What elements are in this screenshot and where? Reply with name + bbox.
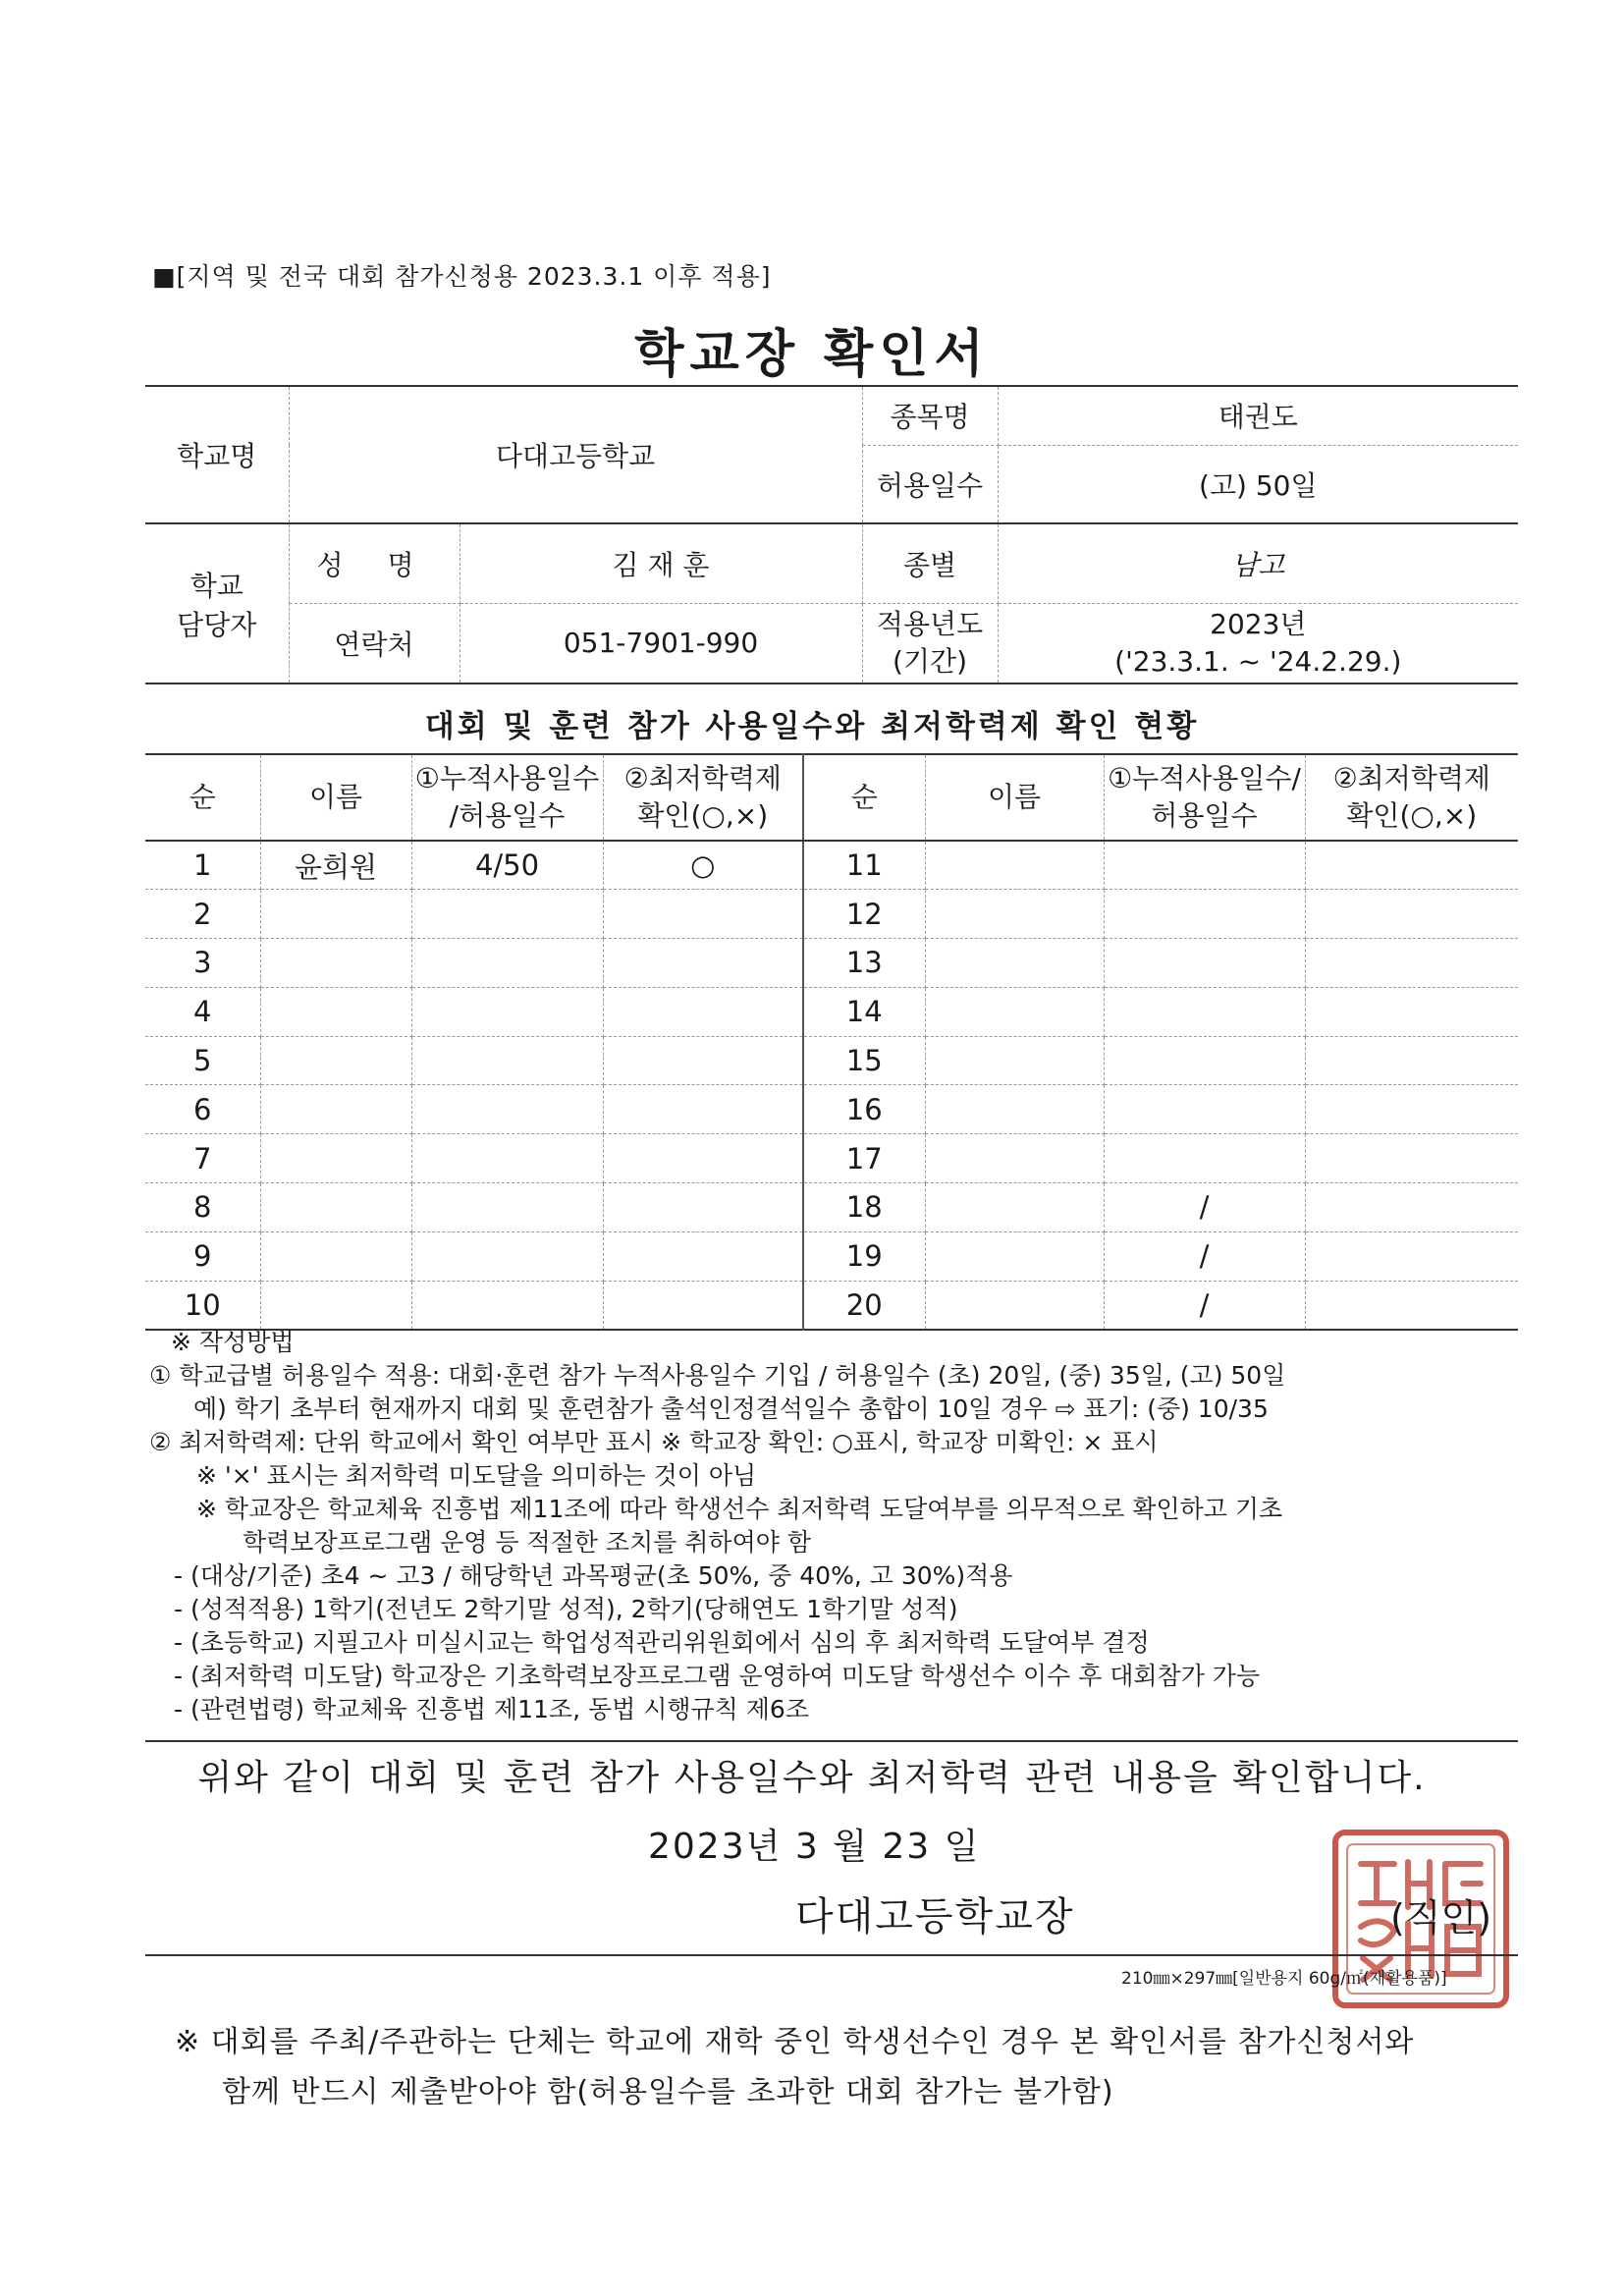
cell-days-left	[411, 1231, 603, 1281]
cell-name-right	[925, 890, 1104, 939]
cell-no-right: 19	[803, 1231, 925, 1281]
instr-line-8: - (성적적용) 1학기(전년도 2학기말 성적), 2학기(당해연도 1학기말 성적)	[174, 1595, 958, 1623]
table-row	[145, 1134, 1518, 1183]
cell-check-right	[1305, 1134, 1518, 1183]
cell-days-left	[411, 1036, 603, 1085]
form-header-note: ■[지역 및 전국 대회 참가신청용 2023.3.1 이후 적용]	[152, 262, 772, 291]
cell-no-left: 3	[145, 939, 260, 988]
instr-line-4: ※ '×' 표시는 최저학력 미도달을 의미하는 것이 아님	[196, 1461, 757, 1490]
cell-days-right: /	[1104, 1231, 1305, 1281]
cell-days-right	[1104, 890, 1305, 939]
cell-no-right: 17	[803, 1134, 925, 1183]
instr-line-2: 예) 학기 초부터 현재까지 대회 및 훈련참가 출석인정결석일수 총합이 10일 경우 ⇨ 표기: (중) 10/35	[193, 1394, 1269, 1423]
cell-check-left	[603, 987, 803, 1036]
table-row	[145, 1183, 1518, 1232]
header-name-left: 이름	[260, 754, 411, 841]
school-name: 다대고등학교	[289, 386, 862, 523]
cell-days-right	[1104, 1134, 1305, 1183]
divider-bottom	[145, 1954, 1518, 1956]
manager-name: 김 재 훈	[460, 523, 862, 603]
cell-days-right	[1104, 1036, 1305, 1085]
header-no-left: 순	[145, 754, 260, 841]
cell-check-right	[1305, 1231, 1518, 1281]
school-info-table	[145, 385, 1518, 684]
cell-no-left: 5	[145, 1036, 260, 1085]
table-row	[145, 1281, 1518, 1330]
instr-line-10: - (최저학력 미도달) 학교장은 기초학력보장프로그램 운영하여 미도달 학생선수 이수 후 대회참가 가능	[174, 1662, 1261, 1690]
cell-check-left	[603, 1231, 803, 1281]
cell-name-left	[260, 1231, 411, 1281]
table-row	[145, 841, 1518, 890]
cell-check-right	[1305, 939, 1518, 988]
table-row	[145, 1085, 1518, 1134]
issue-date: 2023년 3 월 23 일	[648, 1827, 981, 1867]
table-row	[145, 987, 1518, 1036]
cell-name-left	[260, 890, 411, 939]
confirmation-text: 위와 같이 대회 및 훈련 참가 사용일수와 최저학력 관련 내용을 확인합니다.	[197, 1758, 1427, 1798]
cell-name-right	[925, 1281, 1104, 1330]
cell-days-left	[411, 939, 603, 988]
type-label: 종별	[862, 523, 998, 603]
cell-name-right	[925, 841, 1104, 890]
year-label: 적용년도 (기간)	[862, 603, 998, 683]
cell-name-right	[925, 1085, 1104, 1134]
cell-days-left	[411, 1281, 603, 1330]
table-row	[145, 1036, 1518, 1085]
cell-check-right	[1305, 1183, 1518, 1232]
cell-check-left	[603, 1183, 803, 1232]
year-value: 2023년 ('23.3.1. ~ '24.2.29.)	[998, 603, 1518, 683]
cell-no-right: 18	[803, 1183, 925, 1232]
cell-check-left	[603, 939, 803, 988]
cell-no-right: 12	[803, 890, 925, 939]
table-row	[145, 939, 1518, 988]
cell-name-right	[925, 1134, 1104, 1183]
cell-check-right	[1305, 987, 1518, 1036]
cell-days-right	[1104, 939, 1305, 988]
header-name-right: 이름	[925, 754, 1104, 841]
section-title: 대회 및 훈련 참가 사용일수와 최저학력제 확인 현황	[424, 709, 1200, 744]
cell-name-right	[925, 939, 1104, 988]
cell-check-left	[603, 890, 803, 939]
cell-check-left	[603, 1036, 803, 1085]
contact-value: 051-7901-990	[460, 603, 862, 683]
principal-name: 다대고등학교장	[795, 1894, 1075, 1940]
sport-value: 태권도	[998, 386, 1518, 445]
instr-line-3: ② 최저학력제: 단위 학교에서 확인 여부만 표시 ※ 학교장 확인: ○표시, 학교장 미확인: × 표시	[149, 1428, 1159, 1456]
contact-label: 연락처	[289, 603, 460, 683]
instructions	[149, 1326, 1524, 1726]
cell-no-right: 13	[803, 939, 925, 988]
cell-days-right	[1104, 1085, 1305, 1134]
cell-no-right: 11	[803, 841, 925, 890]
cell-days-left	[411, 1134, 603, 1183]
cell-check-right	[1305, 1036, 1518, 1085]
sport-label: 종목명	[862, 386, 998, 445]
cell-no-left: 4	[145, 987, 260, 1036]
cell-name-left	[260, 987, 411, 1036]
divider-top	[145, 1740, 1518, 1742]
cell-days-left	[411, 890, 603, 939]
cell-name-left	[260, 1036, 411, 1085]
cell-days-right: /	[1104, 1281, 1305, 1330]
header-check-right: ②최저학력제 확인(○,×)	[1305, 754, 1518, 841]
type-value: 남고	[998, 523, 1518, 603]
cell-name-right	[925, 1183, 1104, 1232]
table-row	[145, 890, 1518, 939]
cell-no-left: 10	[145, 1281, 260, 1330]
cell-no-left: 6	[145, 1085, 260, 1134]
cell-name-left	[260, 1134, 411, 1183]
name-label: 성 명	[289, 523, 460, 603]
cell-check-right	[1305, 1281, 1518, 1330]
header-no-right: 순	[803, 754, 925, 841]
cell-check-left	[603, 1281, 803, 1330]
instr-line-1: ① 학교급별 허용일수 적용: 대회·훈련 참가 누적사용일수 기입 / 허용일수 (초) 20일, (중) 35일, (고) 50일	[149, 1361, 1286, 1390]
cell-days-left	[411, 987, 603, 1036]
cell-check-right	[1305, 841, 1518, 890]
cell-no-left: 2	[145, 890, 260, 939]
cell-name-left	[260, 1085, 411, 1134]
instr-line-6: 학력보장프로그램 운영 등 적절한 조치를 취하여야 함	[243, 1528, 811, 1557]
cell-no-left: 1	[145, 841, 260, 890]
cell-no-left: 7	[145, 1134, 260, 1183]
cell-check-left: ○	[603, 841, 803, 890]
cell-name-right	[925, 1231, 1104, 1281]
cell-no-right: 15	[803, 1036, 925, 1085]
cell-check-left	[603, 1134, 803, 1183]
instr-line-9: - (초등학교) 지필고사 미실시교는 학업성적관리위원회에서 심의 후 최저학력 도달여부 결정	[174, 1628, 1150, 1657]
allowed-days-value: (고) 50일	[998, 445, 1518, 523]
cell-check-left	[603, 1085, 803, 1134]
cell-days-right	[1104, 841, 1305, 890]
cell-no-left: 8	[145, 1183, 260, 1232]
instr-line-7: - (대상/기준) 초4 ~ 고3 / 해당학년 과목평균(초 50%, 중 40%, 고 30%)적용	[174, 1561, 1013, 1590]
instr-line-5: ※ 학교장은 학교체육 진흥법 제11조에 따라 학생선수 최저학력 도달여부를 의무적으로 확인하고 기초	[196, 1495, 1283, 1523]
footnote-line-2: 함께 반드시 제출받아야 함(허용일수를 초과한 대회 참가는 불가함)	[222, 2075, 1114, 2109]
cell-days-left	[411, 1085, 603, 1134]
cell-no-right: 14	[803, 987, 925, 1036]
footnote-line-1: ※ 대회를 주최/주관하는 단체는 학교에 재학 중인 학생선수인 경우 본 확인서를 참가신청서와	[175, 2025, 1415, 2059]
footnote	[175, 2017, 1414, 2117]
instr-heading: ※ 작성방법	[171, 1328, 295, 1356]
table-row	[145, 1231, 1518, 1281]
school-label: 학교명	[145, 386, 289, 523]
paper-spec: 210㎜×297㎜[일반용지 60g/㎡(재활용품)]	[1121, 1969, 1447, 1989]
header-days-right: ①누적사용일수/ 허용일수	[1104, 754, 1305, 841]
header-check-left: ②최저학력제 확인(○,×)	[603, 754, 803, 841]
cell-name-right	[925, 987, 1104, 1036]
cell-name-left: 윤희원	[260, 841, 411, 890]
cell-days-left	[411, 1183, 603, 1232]
cell-name-left	[260, 1183, 411, 1232]
cell-days-left: 4/50	[411, 841, 603, 890]
cell-name-left	[260, 1281, 411, 1330]
seal-label: (직인)	[1390, 1896, 1492, 1940]
cell-name-left	[260, 939, 411, 988]
allowed-days-label: 허용일수	[862, 445, 998, 523]
instr-line-11: - (관련법령) 학교체육 진흥법 제11조, 동법 시행규칙 제6조	[174, 1695, 809, 1723]
document-title: 학교장 확인서	[634, 325, 990, 384]
cell-days-right: /	[1104, 1183, 1305, 1232]
athletes-table	[145, 753, 1518, 1331]
cell-check-right	[1305, 890, 1518, 939]
cell-no-right: 16	[803, 1085, 925, 1134]
cell-name-right	[925, 1036, 1104, 1085]
cell-days-right	[1104, 987, 1305, 1036]
manager-label: 학교 담당자	[145, 523, 289, 683]
cell-no-left: 9	[145, 1231, 260, 1281]
cell-no-right: 20	[803, 1281, 925, 1330]
cell-check-right	[1305, 1085, 1518, 1134]
header-days-left: ①누적사용일수 /허용일수	[411, 754, 603, 841]
